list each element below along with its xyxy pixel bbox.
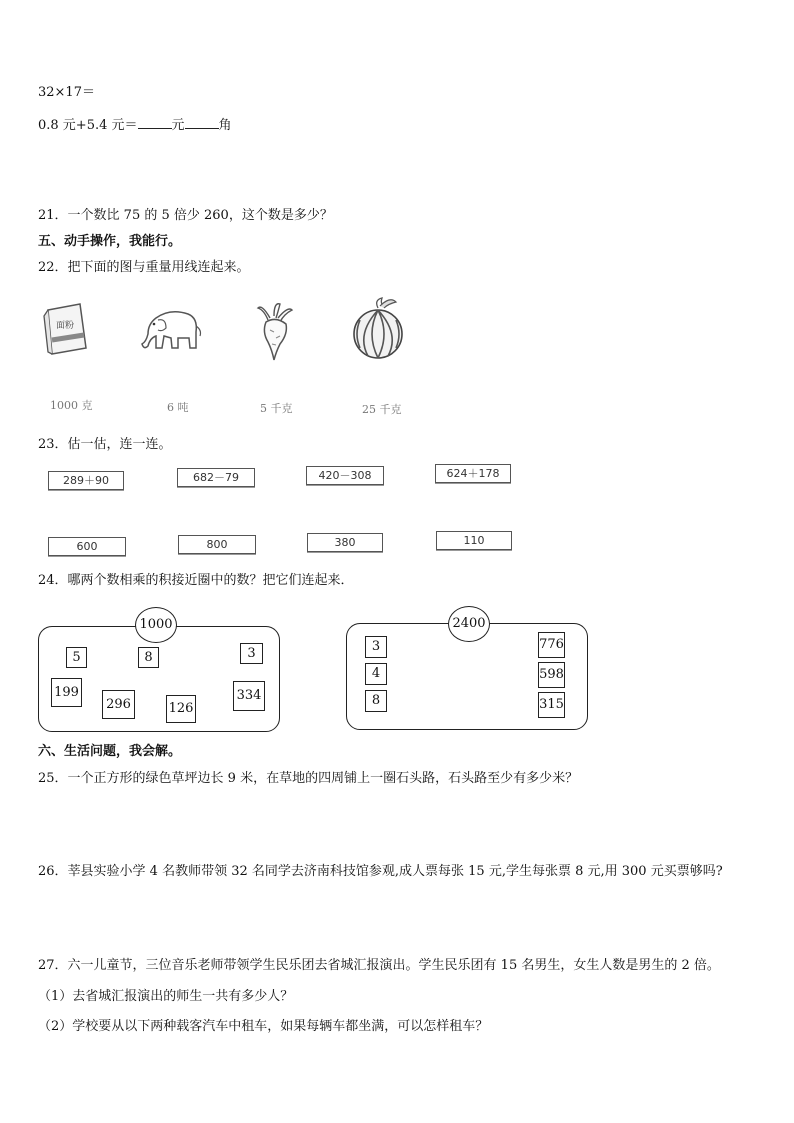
weight-label-2: 6 吨 — [167, 401, 189, 414]
answer-box[interactable]: 800 — [178, 535, 256, 554]
number-box[interactable]: 8 — [365, 690, 387, 712]
number-box[interactable]: 334 — [233, 681, 265, 711]
expression-box[interactable]: 289＋90 — [48, 471, 124, 490]
answer-blank-yuan[interactable] — [138, 116, 172, 129]
answer-blank-jiao[interactable] — [185, 116, 219, 129]
number-box[interactable]: 3 — [365, 636, 387, 658]
weight-label-4: 25 千克 — [362, 403, 402, 416]
expression-box[interactable]: 682－79 — [177, 468, 255, 487]
answer-box[interactable]: 380 — [307, 533, 383, 552]
question-26: 26．莘县实验小学 4 名教师带领 32 名同学去济南科技馆参观,成人票每张 15 元,学生每张票 8 元,用 300 元买票够吗? — [38, 864, 723, 879]
number-box[interactable]: 776 — [538, 632, 565, 658]
number-box[interactable]: 315 — [538, 692, 565, 718]
section-6-heading: 六、生活问题，我会解。 — [38, 744, 182, 759]
number-box[interactable]: 199 — [51, 678, 82, 707]
elephant-icon — [136, 304, 206, 356]
weight-label-1: 1000 克 — [50, 399, 93, 412]
number-box[interactable]: 8 — [138, 647, 159, 668]
answer-box[interactable]: 110 — [436, 531, 512, 550]
flour-bag-icon — [40, 300, 92, 356]
flour-bag-text: 面粉 — [56, 321, 75, 331]
number-box[interactable]: 4 — [365, 663, 387, 685]
number-box[interactable]: 5 — [66, 647, 87, 668]
target-circle-2400: 2400 — [448, 606, 490, 642]
question-25: 25．一个正方形的绿色草坪边长 9 米，在草地的四周铺上一圈石头路，石头路至少有多少米？ — [38, 771, 579, 786]
number-box[interactable]: 126 — [166, 695, 196, 723]
calc-q1: 32×17＝ — [38, 85, 95, 100]
target-circle-1000: 1000 — [135, 607, 177, 643]
question-24: 24．哪两个数相乘的积接近圈中的数？把它们连起来． — [38, 573, 354, 588]
calc-q2 — [38, 116, 232, 134]
unit-jiao: 角 — [218, 118, 232, 133]
radish-icon — [252, 300, 298, 362]
calc-q2-expression: 0.8 元+5.4 元＝ — [38, 118, 138, 133]
answer-box[interactable]: 600 — [48, 537, 126, 556]
question-22: 22．把下面的图与重量用线连起来。 — [38, 260, 250, 275]
watermelon-icon — [350, 296, 406, 360]
question-23: 23．估一估，连一连。 — [38, 437, 172, 452]
question-27: 27．六一儿童节，三位音乐老师带领学生民乐团去省城汇报演出。学生民乐团有 15 名男生，女生人数是男生的 2 倍。 — [38, 958, 720, 973]
question-21: 21．一个数比 75 的 5 倍少 260，这个数是多少？ — [38, 208, 333, 223]
question-27-part-1: （1）去省城汇报演出的师生一共有多少人？ — [38, 989, 294, 1004]
expression-box[interactable]: 420－308 — [306, 466, 384, 485]
number-box[interactable]: 3 — [240, 643, 263, 664]
unit-yuan: 元 — [171, 118, 185, 133]
question-27-part-2: （2）学校要从以下两种载客汽车中租车，如果每辆车都坐满，可以怎样租车？ — [38, 1019, 489, 1034]
number-box[interactable]: 296 — [102, 690, 135, 719]
weight-label-3: 5 千克 — [260, 402, 293, 415]
number-box[interactable]: 598 — [538, 662, 565, 688]
expression-box[interactable]: 624＋178 — [435, 464, 511, 483]
section-5-heading: 五、动手操作，我能行。 — [38, 234, 182, 249]
